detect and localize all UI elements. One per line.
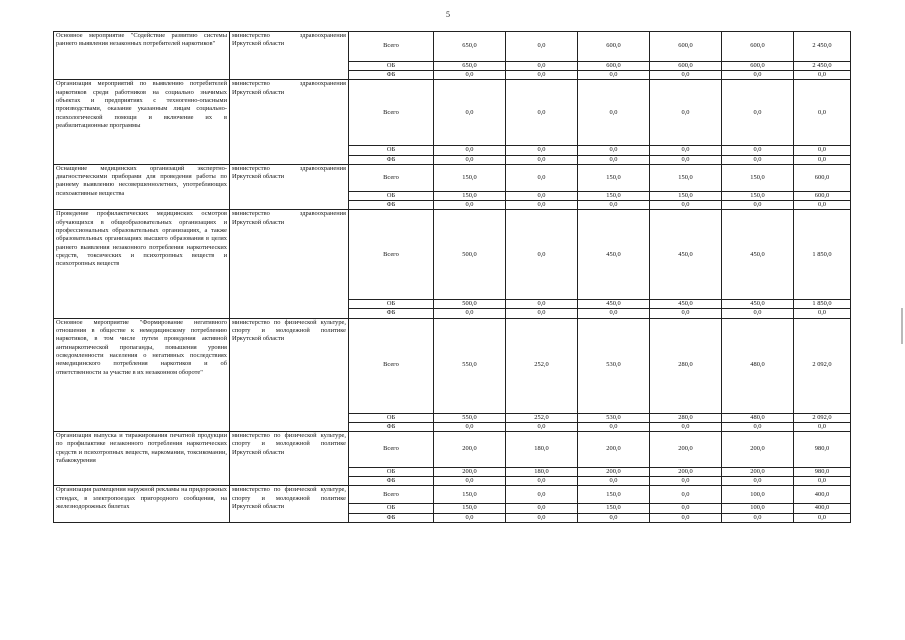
page-number: 5 — [446, 10, 450, 19]
year-value-cell: 0,0 — [434, 309, 506, 318]
funding-source-cell: ОБ — [349, 504, 434, 513]
year-value-cell: 150,0 — [434, 486, 506, 504]
total-value-cell: 2 450,0 — [794, 62, 851, 71]
year-value-cell: 0,0 — [722, 71, 794, 80]
year-value-cell: 150,0 — [650, 191, 722, 200]
year-value-cell: 0,0 — [722, 201, 794, 210]
funding-source-cell: Всего — [349, 32, 434, 62]
year-value-cell: 480,0 — [722, 318, 794, 413]
funding-source-cell: ФБ — [349, 71, 434, 80]
event-name-cell: Основное мероприятие "Содействие развитию системы раннего выявления незаконных потребителей наркотиков" — [54, 32, 230, 80]
executor-cell: министерство здравоохранения Иркутской области — [230, 164, 349, 209]
table-row — [54, 210, 851, 300]
year-value-cell: 650,0 — [434, 32, 506, 62]
year-value-cell: 600,0 — [578, 32, 650, 62]
year-value-cell: 0,0 — [578, 80, 650, 146]
year-value-cell: 600,0 — [650, 62, 722, 71]
year-value-cell: 0,0 — [506, 62, 578, 71]
year-value-cell: 0,0 — [506, 477, 578, 486]
funding-source-cell: ОБ — [349, 468, 434, 477]
year-value-cell: 0,0 — [506, 80, 578, 146]
year-value-cell: 0,0 — [506, 146, 578, 155]
year-value-cell: 0,0 — [650, 146, 722, 155]
funding-source-cell: ОБ — [349, 62, 434, 71]
executor-cell: министерство здравоохранения Иркутской области — [230, 32, 349, 80]
year-value-cell: 0,0 — [578, 477, 650, 486]
year-value-cell: 200,0 — [722, 468, 794, 477]
funding-source-cell: ФБ — [349, 201, 434, 210]
year-value-cell: 150,0 — [578, 504, 650, 513]
year-value-cell: 0,0 — [506, 300, 578, 309]
year-value-cell: 450,0 — [578, 300, 650, 309]
year-value-cell: 200,0 — [434, 432, 506, 468]
year-value-cell: 530,0 — [578, 413, 650, 422]
year-value-cell: 0,0 — [578, 422, 650, 431]
year-value-cell: 180,0 — [506, 468, 578, 477]
year-value-cell: 480,0 — [722, 413, 794, 422]
year-value-cell: 0,0 — [722, 146, 794, 155]
year-value-cell: 0,0 — [506, 422, 578, 431]
year-value-cell: 0,0 — [650, 504, 722, 513]
year-value-cell: 0,0 — [722, 513, 794, 522]
year-value-cell: 0,0 — [722, 422, 794, 431]
total-value-cell: 0,0 — [794, 422, 851, 431]
total-value-cell: 980,0 — [794, 432, 851, 468]
total-value-cell: 1 850,0 — [794, 210, 851, 300]
total-value-cell: 0,0 — [794, 146, 851, 155]
year-value-cell: 280,0 — [650, 318, 722, 413]
year-value-cell: 252,0 — [506, 318, 578, 413]
year-value-cell: 150,0 — [434, 164, 506, 191]
year-value-cell: 200,0 — [578, 432, 650, 468]
year-value-cell: 0,0 — [722, 309, 794, 318]
funding-source-cell: ОБ — [349, 413, 434, 422]
year-value-cell: 500,0 — [434, 210, 506, 300]
year-value-cell: 200,0 — [722, 432, 794, 468]
table-row — [54, 164, 851, 191]
year-value-cell: 0,0 — [650, 513, 722, 522]
funding-source-cell: ФБ — [349, 422, 434, 431]
table-row — [54, 318, 851, 413]
funding-source-cell: ОБ — [349, 146, 434, 155]
total-value-cell: 1 850,0 — [794, 300, 851, 309]
year-value-cell: 0,0 — [434, 422, 506, 431]
year-value-cell: 150,0 — [578, 486, 650, 504]
funding-source-cell: ФБ — [349, 477, 434, 486]
funding-source-cell: ФБ — [349, 155, 434, 164]
event-name-cell: Организация выпуска и тиражирования печатной продукции по профилактике незаконного потребления наркотических средств и психотропных веществ, наркомании, токсикомании, табакокурения — [54, 432, 230, 486]
total-value-cell: 0,0 — [794, 80, 851, 146]
year-value-cell: 0,0 — [506, 164, 578, 191]
executor-cell: министерство по физической культуре, спорту и молодежной политике Иркутской области — [230, 486, 349, 522]
year-value-cell: 150,0 — [650, 164, 722, 191]
funding-source-cell: ОБ — [349, 300, 434, 309]
year-value-cell: 0,0 — [434, 477, 506, 486]
year-value-cell: 600,0 — [722, 62, 794, 71]
total-value-cell: 0,0 — [794, 309, 851, 318]
year-value-cell: 200,0 — [650, 432, 722, 468]
funding-source-cell: Всего — [349, 486, 434, 504]
total-value-cell: 980,0 — [794, 468, 851, 477]
year-value-cell: 150,0 — [722, 164, 794, 191]
year-value-cell: 550,0 — [434, 318, 506, 413]
year-value-cell: 0,0 — [434, 155, 506, 164]
total-value-cell: 600,0 — [794, 164, 851, 191]
table-row — [54, 32, 851, 62]
year-value-cell: 450,0 — [578, 210, 650, 300]
year-value-cell: 450,0 — [650, 210, 722, 300]
year-value-cell: 0,0 — [578, 309, 650, 318]
total-value-cell: 400,0 — [794, 486, 851, 504]
year-value-cell: 550,0 — [434, 413, 506, 422]
event-name-cell: Оснащение медицинских организаций экспертно-диагностическими приборами для проведения работы по раннему выявлению несовершеннолетних, употребляющих психоактивные вещества — [54, 164, 230, 209]
funding-source-cell: ФБ — [349, 309, 434, 318]
year-value-cell: 0,0 — [650, 80, 722, 146]
year-value-cell: 0,0 — [650, 309, 722, 318]
year-value-cell: 252,0 — [506, 413, 578, 422]
year-value-cell: 150,0 — [434, 504, 506, 513]
year-value-cell: 0,0 — [650, 477, 722, 486]
event-name-cell: Основное мероприятие "Формирование негативного отношения в обществе к немедицинскому потреблению наркотиков, в том числе путем проведения активной антинаркотической пропаганды, повышения уровня осведомленности населения о негативных последствиях немедицинского потребления наркотиков и об ответственности за участие в их незаконном обороте" — [54, 318, 230, 431]
year-value-cell: 530,0 — [578, 318, 650, 413]
year-value-cell: 600,0 — [578, 62, 650, 71]
year-value-cell: 0,0 — [578, 201, 650, 210]
year-value-cell: 500,0 — [434, 300, 506, 309]
year-value-cell: 200,0 — [434, 468, 506, 477]
year-value-cell: 0,0 — [650, 201, 722, 210]
funding-source-cell: ОБ — [349, 191, 434, 200]
year-value-cell: 0,0 — [722, 155, 794, 164]
year-value-cell: 0,0 — [650, 155, 722, 164]
year-value-cell: 0,0 — [506, 191, 578, 200]
year-value-cell: 0,0 — [722, 80, 794, 146]
year-value-cell: 0,0 — [506, 504, 578, 513]
year-value-cell: 0,0 — [506, 155, 578, 164]
total-value-cell: 600,0 — [794, 191, 851, 200]
executor-cell: министерство по физической культуре, спорту и молодежной политике Иркутской области — [230, 432, 349, 486]
year-value-cell: 600,0 — [722, 32, 794, 62]
year-value-cell: 600,0 — [650, 32, 722, 62]
year-value-cell: 0,0 — [506, 210, 578, 300]
table-row — [54, 486, 851, 504]
year-value-cell: 150,0 — [578, 191, 650, 200]
total-value-cell: 400,0 — [794, 504, 851, 513]
year-value-cell: 180,0 — [506, 432, 578, 468]
year-value-cell: 0,0 — [650, 422, 722, 431]
year-value-cell: 0,0 — [506, 32, 578, 62]
year-value-cell: 150,0 — [434, 191, 506, 200]
year-value-cell: 200,0 — [578, 468, 650, 477]
executor-cell: министерство здравоохранения Иркутской области — [230, 80, 349, 164]
funding-source-cell: Всего — [349, 210, 434, 300]
year-value-cell: 0,0 — [434, 201, 506, 210]
total-value-cell: 0,0 — [794, 513, 851, 522]
year-value-cell: 0,0 — [434, 146, 506, 155]
year-value-cell: 0,0 — [434, 513, 506, 522]
total-value-cell: 0,0 — [794, 201, 851, 210]
table-row — [54, 80, 851, 146]
total-value-cell: 2 092,0 — [794, 318, 851, 413]
year-value-cell: 0,0 — [578, 146, 650, 155]
year-value-cell: 100,0 — [722, 486, 794, 504]
year-value-cell: 0,0 — [434, 71, 506, 80]
funding-source-cell: Всего — [349, 318, 434, 413]
year-value-cell: 0,0 — [506, 201, 578, 210]
executor-cell: министерство здравоохранения Иркутской области — [230, 210, 349, 318]
year-value-cell: 650,0 — [434, 62, 506, 71]
event-name-cell: Организация мероприятий по выявлению потребителей наркотиков среди работников на социально значимых объектах и предприятиях с техногенно-опасными производствами, оказание указанным лицам социально-психологической помощи и включение их в реабилитационные программы — [54, 80, 230, 164]
funding-source-cell: Всего — [349, 432, 434, 468]
year-value-cell: 0,0 — [506, 486, 578, 504]
year-value-cell: 150,0 — [578, 164, 650, 191]
year-value-cell: 0,0 — [578, 513, 650, 522]
year-value-cell: 150,0 — [722, 191, 794, 200]
total-value-cell: 2 450,0 — [794, 32, 851, 62]
year-value-cell: 450,0 — [722, 300, 794, 309]
year-value-cell: 0,0 — [506, 309, 578, 318]
total-value-cell: 0,0 — [794, 155, 851, 164]
total-value-cell: 2 092,0 — [794, 413, 851, 422]
year-value-cell: 0,0 — [506, 71, 578, 80]
total-value-cell: 0,0 — [794, 71, 851, 80]
year-value-cell: 0,0 — [650, 71, 722, 80]
year-value-cell: 0,0 — [578, 155, 650, 164]
year-value-cell: 280,0 — [650, 413, 722, 422]
year-value-cell: 0,0 — [722, 477, 794, 486]
total-value-cell: 0,0 — [794, 477, 851, 486]
funding-source-cell: ФБ — [349, 513, 434, 522]
event-name-cell: Организация размещения наружной рекламы на придорожных стендах, в электропоездах пригородного сообщения, на железнодорожных билетах — [54, 486, 230, 522]
year-value-cell: 450,0 — [650, 300, 722, 309]
year-value-cell: 0,0 — [434, 80, 506, 146]
year-value-cell: 450,0 — [722, 210, 794, 300]
event-name-cell: Проведение профилактических медицинских осмотров обучающихся в общеобразовательных организациях и профессиональных образовательных организациях, а также образовательных организациях высшего образования в целях раннего выявления незаконного потребления наркотических средств, токсических и психотропных веществ и психотропных веществ — [54, 210, 230, 318]
funding-source-cell: Всего — [349, 80, 434, 146]
funding-source-cell: Всего — [349, 164, 434, 191]
table-row — [54, 432, 851, 468]
year-value-cell: 0,0 — [578, 71, 650, 80]
year-value-cell: 200,0 — [650, 468, 722, 477]
year-value-cell: 0,0 — [506, 513, 578, 522]
budget-table — [53, 31, 851, 523]
year-value-cell: 100,0 — [722, 504, 794, 513]
year-value-cell: 0,0 — [650, 486, 722, 504]
scan-edge-mark — [901, 308, 903, 344]
executor-cell: министерство по физической культуре, спорту и молодежной политике Иркутской области — [230, 318, 349, 431]
